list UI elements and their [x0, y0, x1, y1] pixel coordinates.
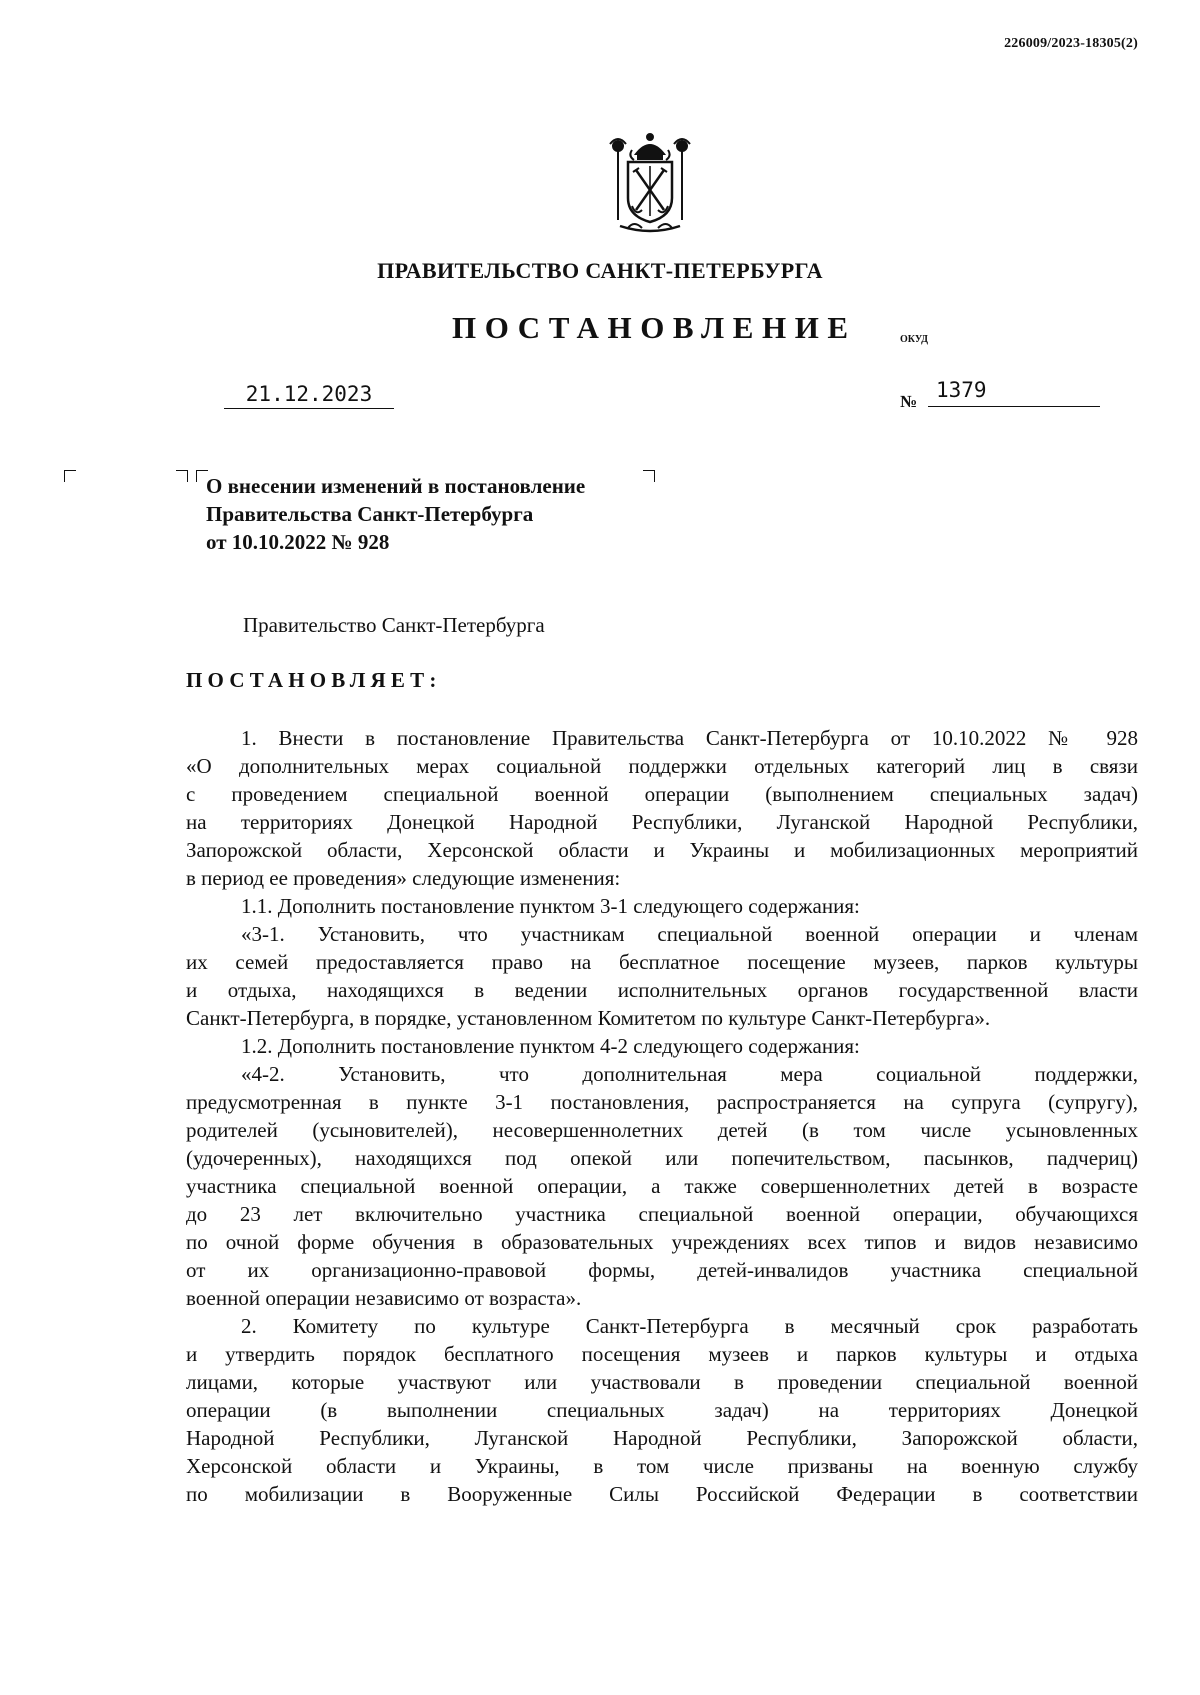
decree-number: 1379	[928, 378, 1100, 407]
subject-corner-mark	[643, 470, 655, 482]
body-line: 1.2. Дополнить постановление пунктом 4-2 следующего содержания:	[241, 1034, 860, 1058]
decree-title: ПОСТАНОВЛЕНИЕ	[452, 310, 857, 345]
body-line: на территориях Донецкой Народной Республики, Луганской Народной Республики,	[186, 810, 1138, 834]
body-line: Херсонской области и Украины, в том числе призваны на военную службу	[186, 1454, 1138, 1478]
margin-corner-mark	[176, 470, 188, 482]
decree-subject	[206, 472, 585, 556]
body-line: до 23 лет включительно участника специальной военной операции, обучающихся	[186, 1202, 1138, 1226]
body-line: от их организационно-правовой формы, детей-инвалидов участника специальной	[186, 1258, 1138, 1282]
body-line: 1. Внести в постановление Правительства Санкт-Петербурга от 10.10.2022 № 928	[241, 726, 1138, 750]
resolves-heading: ПОСТАНОВЛЯЕТ:	[186, 668, 442, 692]
body-line: Санкт-Петербурга, в порядке, установленном Комитетом по культуре Санкт-Петербурга».	[186, 1006, 991, 1030]
body-line: военной операции независимо от возраста».	[186, 1286, 582, 1310]
decree-date: 21.12.2023	[224, 382, 394, 409]
document-registration-number: 226009/2023-18305(2)	[1004, 36, 1138, 51]
body-line: 2. Комитету по культуре Санкт-Петербурга в месячный срок разработать	[241, 1314, 1138, 1338]
body-line: «3-1. Установить, что участникам специальной военной операции и членам	[241, 922, 1138, 946]
subject-line: О внесении изменений в постановление	[206, 474, 586, 498]
body-line: родителей (усыновителей), несовершеннолетних детей (в том числе усыновленных	[186, 1118, 1138, 1142]
body-line: предусмотренная в пункте 3-1 постановления, распространяется на супруга (супругу),	[186, 1090, 1138, 1114]
saint-petersburg-coat-of-arms-icon	[598, 132, 702, 236]
body-line: и отдыха, находящихся в ведении исполнительных органов государственной власти	[186, 978, 1138, 1002]
subject-line: от 10.10.2022 № 928	[206, 530, 390, 554]
body-line: «О дополнительных мерах социальной поддержки отдельных категорий лиц в связи	[186, 754, 1138, 778]
number-sign: №	[900, 392, 918, 411]
body-line: по мобилизации в Вооруженные Силы Российской Федерации в соответствии	[186, 1482, 1138, 1506]
okud-label: ОКУД	[900, 334, 929, 345]
body-line: участника специальной военной операции, а также совершеннолетних детей в возрасте	[186, 1174, 1138, 1198]
margin-corner-mark	[64, 470, 76, 482]
body-line: «4-2. Установить, что дополнительная мера социальной поддержки,	[241, 1062, 1138, 1086]
decree-body	[186, 724, 1138, 1508]
body-line: Народной Республики, Луганской Народной Республики, Запорожской области,	[186, 1426, 1138, 1450]
body-line: лицами, которые участвуют или участвовали в проведении специальной военной	[186, 1370, 1138, 1394]
body-line: их семей предоставляется право на бесплатное посещение музеев, парков культуры	[186, 950, 1138, 974]
body-line: и утвердить порядок бесплатного посещения музеев и парков культуры и отдыха	[186, 1342, 1138, 1366]
body-line: Запорожской области, Херсонской области и Украины и мобилизационных мероприятий	[186, 838, 1138, 862]
body-line: по очной форме обучения в образовательных учреждениях всех типов и видов независимо	[186, 1230, 1138, 1254]
body-line: операции (в выполнении специальных задач) на территориях Донецкой	[186, 1398, 1138, 1422]
body-line: 1.1. Дополнить постановление пунктом 3-1 следующего содержания:	[241, 894, 860, 918]
government-title: ПРАВИТЕЛЬСТВО САНКТ-ПЕТЕРБУРГА	[377, 258, 823, 283]
body-line: с проведением специальной военной операции (выполнением специальных задач)	[186, 782, 1138, 806]
body-line: (удочеренных), находящихся под опекой или попечительством, пасынков, падчериц)	[186, 1146, 1138, 1170]
subject-line: Правительства Санкт-Петербурга	[206, 502, 534, 526]
body-line: в период ее проведения» следующие изменения:	[186, 866, 621, 890]
preamble: Правительство Санкт-Петербурга	[243, 613, 545, 637]
